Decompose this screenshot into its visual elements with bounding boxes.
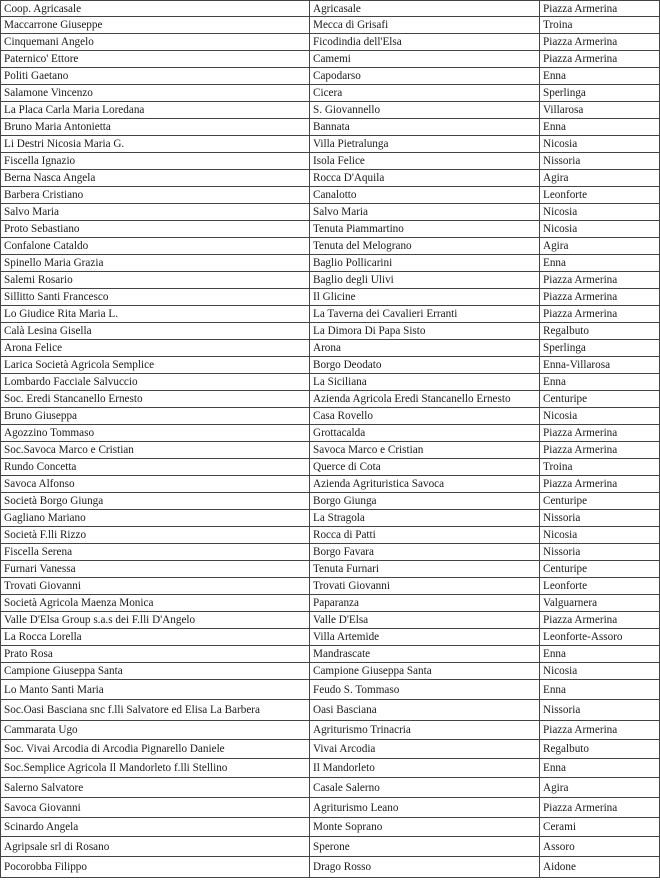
cell-owner: Salemi Rosario xyxy=(1,272,310,289)
table-row xyxy=(1,102,660,119)
cell-owner: Berna Nasca Angela xyxy=(1,170,310,187)
cell-town: Enna xyxy=(540,68,660,85)
table-row xyxy=(1,459,660,476)
cell-farm: Baglio degli Ulivi xyxy=(310,272,540,289)
cell-town: Enna-Villarosa xyxy=(540,357,660,374)
cell-farm: Agriturismo Trinacria xyxy=(310,721,540,740)
table-row xyxy=(1,340,660,357)
cell-owner: Lo Giudice Rita Maria L. xyxy=(1,306,310,323)
cell-farm: Querce di Cota xyxy=(310,459,540,476)
cell-town: Enna xyxy=(540,646,660,663)
cell-farm: Ficodindia dell'Elsa xyxy=(310,34,540,51)
cell-owner: Bruno Giuseppa xyxy=(1,408,310,425)
table-row xyxy=(1,51,660,68)
cell-town: Agira xyxy=(540,238,660,255)
cell-farm: Paparanza xyxy=(310,595,540,612)
cell-town: Piazza Armerina xyxy=(540,442,660,459)
cell-farm: Rocca di Patti xyxy=(310,527,540,544)
cell-town: Sperlinga xyxy=(540,85,660,102)
cell-town: Regalbuto xyxy=(540,740,660,759)
cell-farm: Mecca di Grisafi xyxy=(310,17,540,34)
cell-farm: Borgo Favara xyxy=(310,544,540,561)
cell-owner: Agozzino Tommaso xyxy=(1,425,310,442)
cell-owner: Soc.Savoca Marco e Cristian xyxy=(1,442,310,459)
table-row xyxy=(1,595,660,612)
cell-farm: Azienda Agrituristica Savoca xyxy=(310,476,540,493)
cell-owner: Fiscella Serena xyxy=(1,544,310,561)
table-row xyxy=(1,798,660,818)
cell-town: Piazza Armerina xyxy=(540,476,660,493)
cell-owner: Soc. Eredi Stancanello Ernesto xyxy=(1,391,310,408)
cell-town: Piazza Armerina xyxy=(540,425,660,442)
cell-farm: Tenuta del Melograno xyxy=(310,238,540,255)
cell-farm: Borgo Deodato xyxy=(310,357,540,374)
cell-town: Valguarnera xyxy=(540,595,660,612)
table-row xyxy=(1,34,660,51)
table-row xyxy=(1,153,660,170)
cell-town: Piazza Armerina xyxy=(540,1,660,17)
table-row xyxy=(1,612,660,629)
cell-farm: Trovati Giovanni xyxy=(310,578,540,595)
cell-owner: Paternico' Ettore xyxy=(1,51,310,68)
cell-farm: Canalotto xyxy=(310,187,540,204)
cell-farm: Agriturismo Leano xyxy=(310,798,540,818)
cell-town: Enna xyxy=(540,759,660,778)
cell-town: Nicosia xyxy=(540,221,660,238)
cell-farm: Cicera xyxy=(310,85,540,102)
cell-owner: La Placa Carla Maria Loredana xyxy=(1,102,310,119)
cell-owner: Pocorobba Filippo xyxy=(1,857,310,878)
cell-farm: La Stragola xyxy=(310,510,540,527)
cell-town: Piazza Armerina xyxy=(540,34,660,51)
table-row xyxy=(1,136,660,153)
cell-farm: Agricasale xyxy=(310,1,540,17)
cell-owner: Bruno Maria Antonietta xyxy=(1,119,310,136)
cell-farm: Salvo Maria xyxy=(310,204,540,221)
cell-town: Enna xyxy=(540,374,660,391)
cell-farm: Casa Rovello xyxy=(310,408,540,425)
cell-town: Cerami xyxy=(540,818,660,837)
table-row xyxy=(1,700,660,721)
cell-farm: Oasi Basciana xyxy=(310,700,540,721)
cell-farm: Il Glicine xyxy=(310,289,540,306)
table-row xyxy=(1,442,660,459)
cell-farm: S. Giovannello xyxy=(310,102,540,119)
cell-town: Piazza Armerina xyxy=(540,798,660,818)
cell-owner: Savoca Giovanni xyxy=(1,798,310,818)
cell-owner: La Rocca Lorella xyxy=(1,629,310,646)
cell-owner: Spinello Maria Grazia xyxy=(1,255,310,272)
cell-town: Leonforte xyxy=(540,187,660,204)
table-row xyxy=(1,680,660,700)
cell-town: Aidone xyxy=(540,857,660,878)
cell-town: Centuripe xyxy=(540,391,660,408)
table-row xyxy=(1,721,660,740)
cell-owner: Soc.Oasi Basciana snc f.lli Salvatore ed Elisa La Barbera xyxy=(1,700,310,721)
table-row xyxy=(1,837,660,857)
cell-town: Nissoria xyxy=(540,510,660,527)
cell-owner: Politi Gaetano xyxy=(1,68,310,85)
cell-town: Piazza Armerina xyxy=(540,51,660,68)
table-row xyxy=(1,629,660,646)
cell-owner: Scinardo Angela xyxy=(1,818,310,837)
cell-owner: Sillitto Santi Francesco xyxy=(1,289,310,306)
cell-town: Nicosia xyxy=(540,663,660,680)
table-row xyxy=(1,646,660,663)
table-row xyxy=(1,289,660,306)
cell-farm: Isola Felice xyxy=(310,153,540,170)
table-row xyxy=(1,119,660,136)
cell-town: Nissoria xyxy=(540,544,660,561)
cell-farm: Campione Giuseppa Santa xyxy=(310,663,540,680)
cell-owner: Coop. Agricasale xyxy=(1,1,310,17)
cell-town: Nicosia xyxy=(540,136,660,153)
cell-owner: Società Borgo Giunga xyxy=(1,493,310,510)
table-row xyxy=(1,238,660,255)
cell-farm: Il Mandorleto xyxy=(310,759,540,778)
table-row xyxy=(1,323,660,340)
cell-owner: Lo Manto Santi Maria xyxy=(1,680,310,700)
cell-farm: Villa Artemide xyxy=(310,629,540,646)
table-row xyxy=(1,357,660,374)
cell-farm: Vivai Arcodia xyxy=(310,740,540,759)
cell-farm: Capodarso xyxy=(310,68,540,85)
cell-farm: Bannata xyxy=(310,119,540,136)
cell-owner: Cinquemani Angelo xyxy=(1,34,310,51)
table-row xyxy=(1,425,660,442)
cell-farm: Villa Pietralunga xyxy=(310,136,540,153)
cell-owner: Arona Felice xyxy=(1,340,310,357)
table-row xyxy=(1,493,660,510)
cell-farm: Monte Soprano xyxy=(310,818,540,837)
table-row xyxy=(1,170,660,187)
cell-farm: Casale Salerno xyxy=(310,778,540,798)
table-row xyxy=(1,391,660,408)
cell-farm: Savoca Marco e Cristian xyxy=(310,442,540,459)
cell-owner: Soc.Semplice Agricola Il Mandorleto f.lli Stellino xyxy=(1,759,310,778)
cell-farm: Rocca D'Aquila xyxy=(310,170,540,187)
cell-town: Piazza Armerina xyxy=(540,272,660,289)
cell-town: Centuripe xyxy=(540,493,660,510)
cell-owner: Salvo Maria xyxy=(1,204,310,221)
cell-owner: Valle D'Elsa Group s.a.s dei F.lli D'Angelo xyxy=(1,612,310,629)
cell-owner: Soc. Vivai Arcodia di Arcodia Pignarello Daniele xyxy=(1,740,310,759)
table-row xyxy=(1,663,660,680)
cell-town: Regalbuto xyxy=(540,323,660,340)
cell-town: Enna xyxy=(540,255,660,272)
cell-town: Nicosia xyxy=(540,204,660,221)
cell-owner: Li Destri Nicosia Maria G. xyxy=(1,136,310,153)
cell-town: Nicosia xyxy=(540,527,660,544)
table-row xyxy=(1,221,660,238)
cell-town: Piazza Armerina xyxy=(540,289,660,306)
cell-owner: Gagliano Mariano xyxy=(1,510,310,527)
cell-owner: Agripsale srl di Rosano xyxy=(1,837,310,857)
cell-town: Troina xyxy=(540,17,660,34)
table-row xyxy=(1,578,660,595)
table-row xyxy=(1,408,660,425)
cell-owner: Trovati Giovanni xyxy=(1,578,310,595)
cell-owner: Furnari Vanessa xyxy=(1,561,310,578)
cell-farm: La Taverna dei Cavalieri Erranti xyxy=(310,306,540,323)
table-row xyxy=(1,187,660,204)
table-body xyxy=(1,1,660,878)
cell-town: Sperlinga xyxy=(540,340,660,357)
cell-owner: Cammarata Ugo xyxy=(1,721,310,740)
cell-town: Leonforte-Assoro xyxy=(540,629,660,646)
table-row xyxy=(1,857,660,878)
table-row xyxy=(1,818,660,837)
cell-farm: Azienda Agricola Eredi Stancanello Ernesto xyxy=(310,391,540,408)
cell-farm: Tenuta Piammartino xyxy=(310,221,540,238)
cell-town: Leonforte xyxy=(540,578,660,595)
cell-town: Agira xyxy=(540,778,660,798)
cell-town: Piazza Armerina xyxy=(540,721,660,740)
table-row xyxy=(1,68,660,85)
cell-town: Nissoria xyxy=(540,153,660,170)
cell-town: Enna xyxy=(540,680,660,700)
cell-owner: Confalone Cataldo xyxy=(1,238,310,255)
cell-town: Agira xyxy=(540,170,660,187)
cell-town: Piazza Armerina xyxy=(540,306,660,323)
cell-farm: Feudo S. Tommaso xyxy=(310,680,540,700)
table-row xyxy=(1,510,660,527)
cell-farm: Borgo Giunga xyxy=(310,493,540,510)
cell-owner: Società F.lli Rizzo xyxy=(1,527,310,544)
table-row xyxy=(1,1,660,17)
table-row xyxy=(1,272,660,289)
cell-town: Troina xyxy=(540,459,660,476)
cell-farm: La Siciliana xyxy=(310,374,540,391)
cell-owner: Lombardo Facciale Salvuccio xyxy=(1,374,310,391)
cell-farm: Tenuta Furnari xyxy=(310,561,540,578)
cell-town: Nicosia xyxy=(540,408,660,425)
cell-owner: Salamone Vincenzo xyxy=(1,85,310,102)
cell-farm: Baglio Pollicarini xyxy=(310,255,540,272)
cell-town: Nissoria xyxy=(540,700,660,721)
cell-owner: Società Agricola Maenza Monica xyxy=(1,595,310,612)
table-row xyxy=(1,204,660,221)
cell-town: Centuripe xyxy=(540,561,660,578)
cell-owner: Prato Rosa xyxy=(1,646,310,663)
table-row xyxy=(1,527,660,544)
table-row xyxy=(1,85,660,102)
cell-owner: Larica Società Agricola Semplice xyxy=(1,357,310,374)
table-row xyxy=(1,740,660,759)
cell-owner: Maccarrone Giuseppe xyxy=(1,17,310,34)
cell-owner: Salerno Salvatore xyxy=(1,778,310,798)
cell-town: Assoro xyxy=(540,837,660,857)
table-row xyxy=(1,255,660,272)
table-row xyxy=(1,476,660,493)
cell-owner: Fiscella Ignazio xyxy=(1,153,310,170)
cell-farm: Valle D'Elsa xyxy=(310,612,540,629)
cell-farm: Mandrascate xyxy=(310,646,540,663)
cell-farm: Drago Rosso xyxy=(310,857,540,878)
cell-owner: Proto Sebastiano xyxy=(1,221,310,238)
cell-town: Piazza Armerina xyxy=(540,612,660,629)
cell-farm: Grottacalda xyxy=(310,425,540,442)
cell-owner: Barbera Cristiano xyxy=(1,187,310,204)
cell-owner: Savoca Alfonso xyxy=(1,476,310,493)
cell-farm: Sperone xyxy=(310,837,540,857)
table-row xyxy=(1,759,660,778)
table-row xyxy=(1,17,660,34)
table-row xyxy=(1,778,660,798)
cell-owner: Rundo Concetta xyxy=(1,459,310,476)
cell-owner: Calà Lesina Gisella xyxy=(1,323,310,340)
table-row xyxy=(1,374,660,391)
cell-farm: Arona xyxy=(310,340,540,357)
cell-farm: La Dimora Di Papa Sisto xyxy=(310,323,540,340)
table-row xyxy=(1,306,660,323)
cell-town: Enna xyxy=(540,119,660,136)
cell-town: Villarosa xyxy=(540,102,660,119)
cell-owner: Campione Giuseppa Santa xyxy=(1,663,310,680)
table-row xyxy=(1,544,660,561)
table-row xyxy=(1,561,660,578)
cell-farm: Camemi xyxy=(310,51,540,68)
